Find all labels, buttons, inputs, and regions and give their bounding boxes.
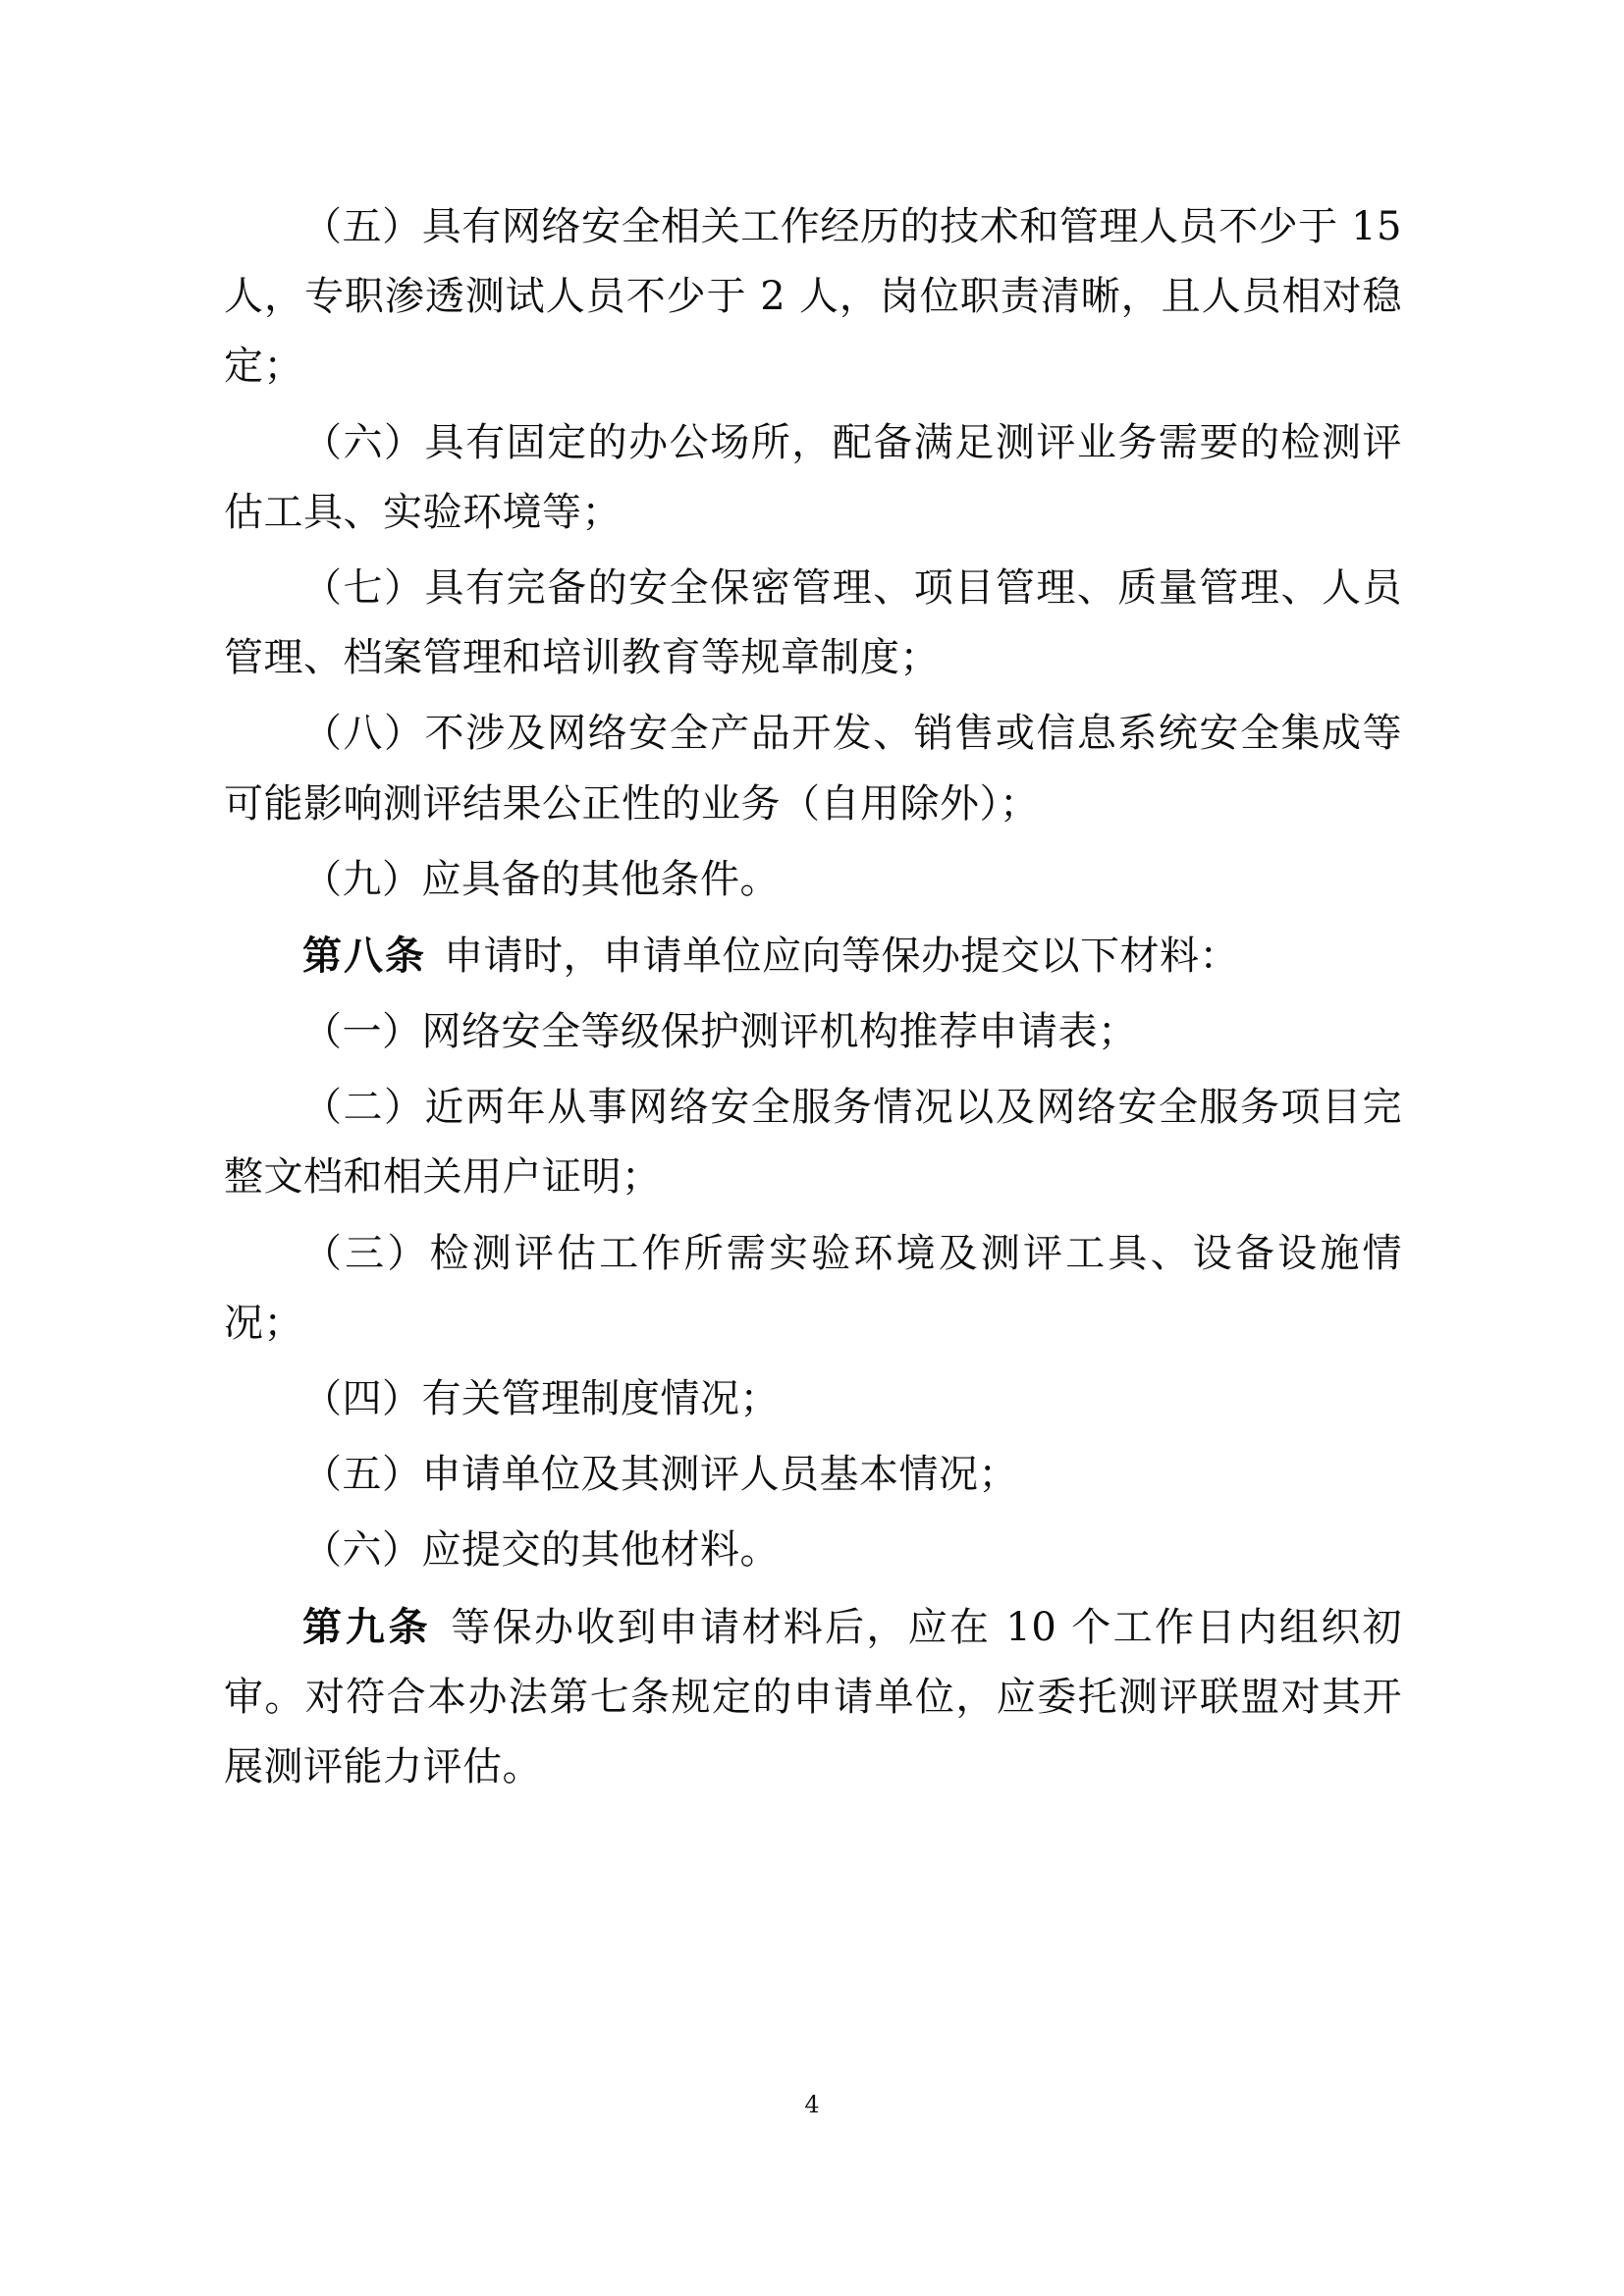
paragraph-item-2-materials: （二）近两年从事网络安全服务情况以及网络安全服务项目完整文档和相关用户证明； [224, 1085, 1402, 1201]
paragraph-item-7-conditions: （七）具有完备的安全保密管理、项目管理、质量管理、人员管理、档案管理和培训教育等规章制度； [224, 564, 1402, 681]
paragraph-item-6-materials: （六）应提交的其他材料。 [302, 1527, 780, 1574]
paragraph-item-5-materials: （五）申请单位及其测评人员基本情况； [302, 1452, 1018, 1498]
article-9-text: 等保办收到申请材料后，应在 10 个工作日内组织初审。对符合本办法第七条规定的申请单位，应委托测评联盟对其开展测评能力评估。 [224, 1604, 1403, 1789]
paragraph-item-5-conditions: （五）具有网络安全相关工作经历的技术和管理人员不少于 15 人，专职渗透测试人员不少于 2 人，岗位职责清晰，且人员相对稳定； [224, 204, 1402, 390]
paragraph-item-1-materials: （一）网络安全等级保护测评机构推荐申请表； [302, 1009, 1138, 1055]
document-body [224, 192, 1402, 1808]
article-number-9: 第九条 [302, 1603, 432, 1650]
paragraph-item-8-conditions: （八）不涉及网络安全产品开发、销售或信息系统安全集成等可能影响测评结果公正性的业务（自用除外）； [224, 711, 1402, 827]
article-number-8: 第八条 [302, 932, 426, 979]
page-number: 4 [804, 2091, 820, 2118]
paragraph-article-9 [224, 1592, 1402, 1803]
paragraph-item-6-conditions: （六）具有固定的办公场所，配备满足测评业务需要的检测评估工具、实验环境等； [224, 419, 1402, 535]
paragraph-article-8 [224, 921, 1402, 991]
paragraph-item-4-materials: （四）有关管理制度情况； [302, 1376, 780, 1421]
paragraph-item-3-materials: （三）检测评估工作所需实验环境及测评工具、设备设施情况； [224, 1230, 1402, 1346]
paragraph-item-9-conditions: （九）应具备的其他条件。 [302, 856, 780, 902]
article-8-text: 申请时，申请单位应向等保办提交以下材料： [444, 933, 1239, 979]
